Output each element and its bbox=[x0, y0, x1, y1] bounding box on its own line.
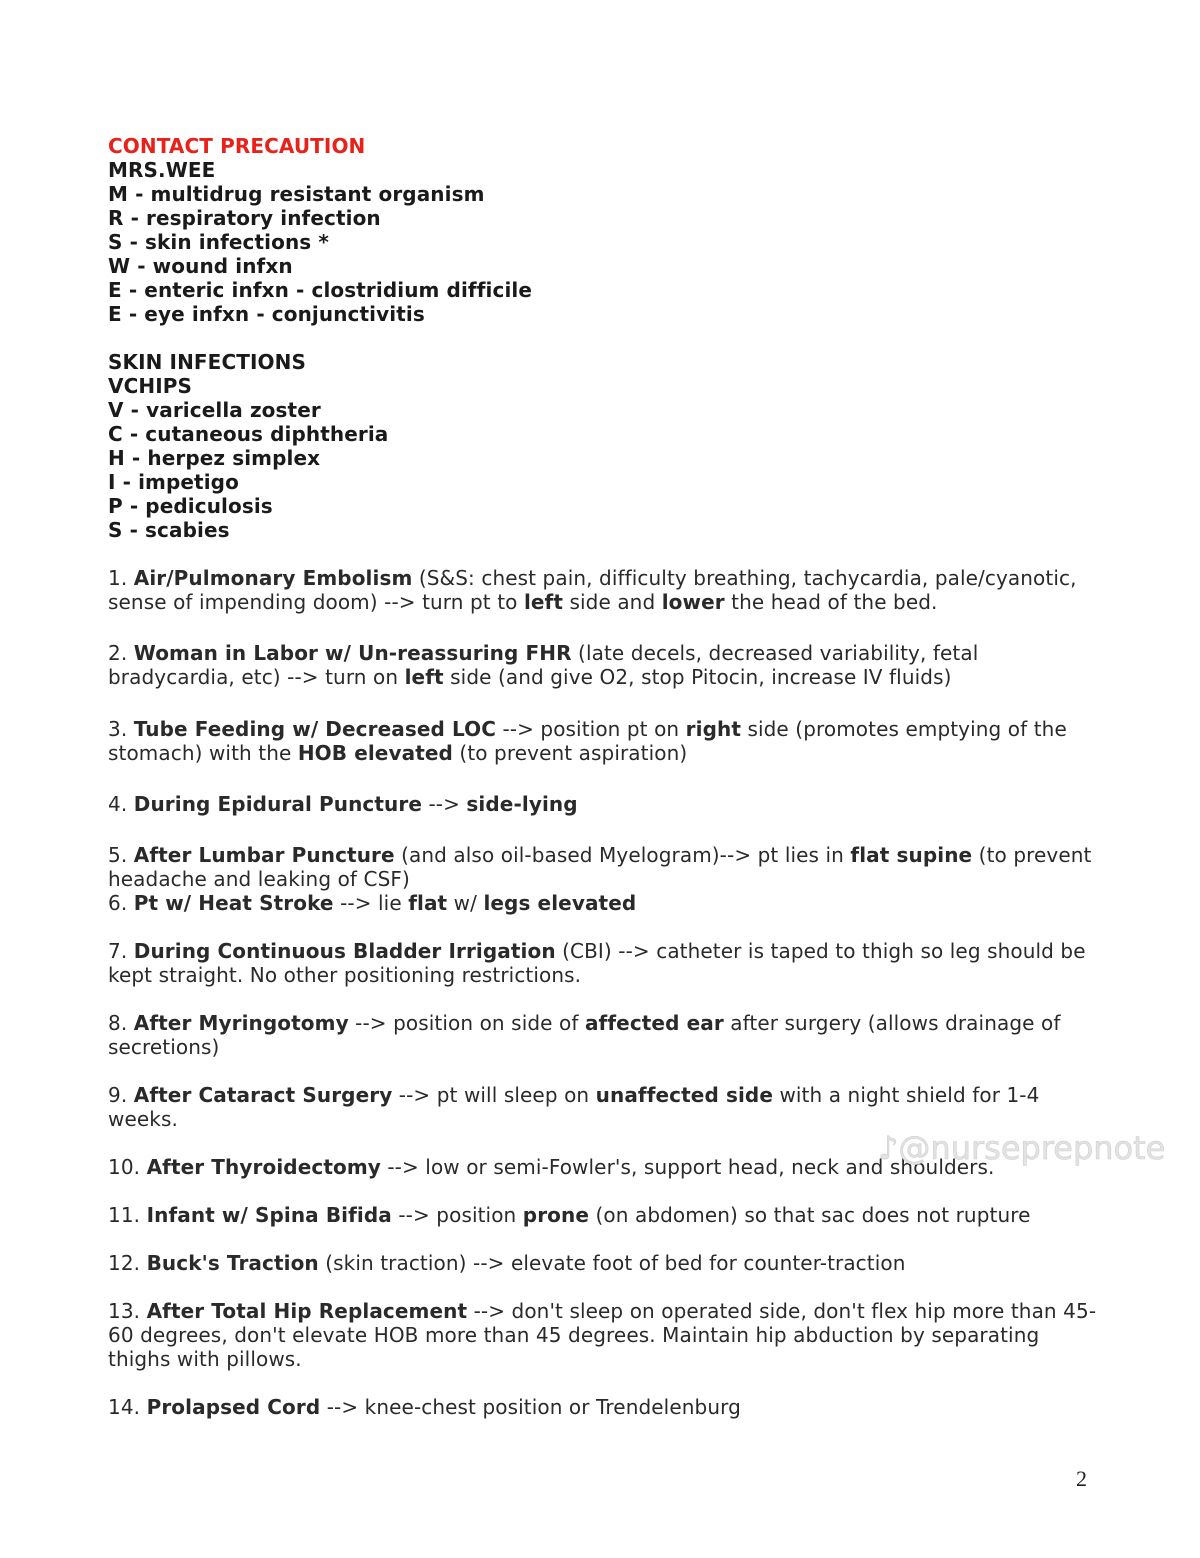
skin-infections-title: SKIN INFECTIONS bbox=[108, 350, 306, 374]
text-run: 3. bbox=[108, 717, 134, 741]
contact-precaution-title: CONTACT PRECAUTION bbox=[108, 134, 366, 158]
text-run: --> bbox=[422, 792, 467, 816]
contact-item-s: S - skin infections * bbox=[108, 230, 329, 254]
text-run: sense of impending doom) --> turn pt to bbox=[108, 590, 524, 614]
text-run: 9. bbox=[108, 1083, 134, 1107]
text-run: (S&S: chest pain, difficulty breathing, tachycardia, pale/cyanotic, bbox=[412, 566, 1077, 590]
bold-term: Woman in Labor w/ Un-reassuring FHR bbox=[133, 641, 572, 665]
bold-term: unaffected side bbox=[595, 1083, 773, 1107]
bold-term: During Epidural Puncture bbox=[133, 792, 423, 816]
skin-item-h: H - herpez simplex bbox=[108, 446, 321, 470]
text-run: 60 degrees, don't elevate HOB more than 45 degrees. Maintain hip abduction by separating bbox=[108, 1323, 1040, 1347]
position-item-9-line-1 bbox=[108, 1083, 1039, 1107]
skin-item-s: S - scabies bbox=[108, 518, 230, 542]
skin-item-p: P - pediculosis bbox=[108, 494, 273, 518]
bold-term: right bbox=[685, 717, 741, 741]
text-run: (late decels, decreased variability, fetal bbox=[571, 641, 979, 665]
skin-item-i: I - impetigo bbox=[108, 470, 239, 494]
contact-item-e2: E - eye infxn - conjunctivitis bbox=[108, 302, 425, 326]
text-run: the head of the bed. bbox=[724, 590, 938, 614]
bold-term: After Lumbar Puncture bbox=[133, 843, 395, 867]
position-item-1-line-2 bbox=[108, 590, 938, 614]
text-run: --> pt will sleep on bbox=[392, 1083, 596, 1107]
position-item-14-line-1 bbox=[108, 1395, 741, 1419]
text-run: (to prevent bbox=[972, 843, 1092, 867]
text-run: side (and give O2, stop Pitocin, increase IV fluids) bbox=[443, 665, 952, 689]
text-run: 12. bbox=[108, 1251, 147, 1275]
text-run: 5. bbox=[108, 843, 134, 867]
bold-term: After Myringotomy bbox=[133, 1011, 349, 1035]
position-item-2-line-1 bbox=[108, 641, 978, 665]
text-run: 4. bbox=[108, 792, 134, 816]
text-run: headache and leaking of CSF) bbox=[108, 867, 410, 891]
text-run: 7. bbox=[108, 939, 134, 963]
contact-item-e1: E - enteric infxn - clostridium difficile bbox=[108, 278, 533, 302]
text-run: --> lie bbox=[333, 891, 409, 915]
position-item-6-line-1 bbox=[108, 891, 636, 915]
text-run: --> position on side of bbox=[348, 1011, 585, 1035]
contact-item-r: R - respiratory infection bbox=[108, 206, 381, 230]
bold-term: Pt w/ Heat Stroke bbox=[133, 891, 334, 915]
text-run: (and also oil-based Myelogram)--> pt lies in bbox=[394, 843, 851, 867]
skin-mnemonic: VCHIPS bbox=[108, 374, 192, 398]
text-run: secretions) bbox=[108, 1035, 220, 1059]
bold-term: Prolapsed Cord bbox=[146, 1395, 321, 1419]
skin-item-c: C - cutaneous diphtheria bbox=[108, 422, 389, 446]
bold-term: left bbox=[404, 665, 444, 689]
text-run: 10. bbox=[108, 1155, 147, 1179]
position-item-10-line-1 bbox=[108, 1155, 994, 1179]
bold-term: affected ear bbox=[584, 1011, 724, 1035]
bold-term: legs elevated bbox=[483, 891, 637, 915]
bold-term: prone bbox=[522, 1203, 590, 1227]
bold-term: After Total Hip Replacement bbox=[146, 1299, 468, 1323]
contact-item-w: W - wound infxn bbox=[108, 254, 293, 278]
position-item-5-line-1 bbox=[108, 843, 1091, 867]
position-item-8-line-1 bbox=[108, 1011, 1060, 1035]
bold-term: Tube Feeding w/ Decreased LOC bbox=[133, 717, 496, 741]
text-run: (on abdomen) so that sac does not rupture bbox=[589, 1203, 1031, 1227]
position-item-1-line-1 bbox=[108, 566, 1077, 590]
position-item-13-line-2 bbox=[108, 1323, 1039, 1347]
text-run: kept straight. No other positioning restrictions. bbox=[108, 963, 582, 987]
text-run: --> don't sleep on operated side, don't flex hip more than 45- bbox=[467, 1299, 1097, 1323]
skin-item-v: V - varicella zoster bbox=[108, 398, 321, 422]
text-run: --> knee-chest position or Trendelenburg bbox=[320, 1395, 741, 1419]
text-run: (skin traction) --> elevate foot of bed for counter-traction bbox=[318, 1251, 906, 1275]
text-run: 14. bbox=[108, 1395, 147, 1419]
text-run: stomach) with the bbox=[108, 741, 298, 765]
text-run: w/ bbox=[447, 891, 484, 915]
text-run: thighs with pillows. bbox=[108, 1347, 302, 1371]
position-item-4-line-1 bbox=[108, 792, 578, 816]
position-item-7-line-2 bbox=[108, 963, 581, 987]
bold-term: left bbox=[523, 590, 564, 614]
text-run: 13. bbox=[108, 1299, 147, 1323]
bold-term: During Continuous Bladder Irrigation bbox=[133, 939, 556, 963]
position-item-5-line-2 bbox=[108, 867, 410, 891]
text-run: (CBI) --> catheter is taped to thigh so leg should be bbox=[555, 939, 1086, 963]
position-item-3-line-2 bbox=[108, 741, 687, 765]
contact-item-m: M - multidrug resistant organism bbox=[108, 182, 485, 206]
text-run: --> position pt on bbox=[496, 717, 686, 741]
bold-term: Buck's Traction bbox=[146, 1251, 319, 1275]
bold-term: After Cataract Surgery bbox=[133, 1083, 393, 1107]
bold-term: HOB elevated bbox=[297, 741, 453, 765]
bold-term: Air/Pulmonary Embolism bbox=[133, 566, 413, 590]
bold-term: Infant w/ Spina Bifida bbox=[146, 1203, 392, 1227]
watermark-text: ♪@nurseprepnote bbox=[878, 1129, 1166, 1167]
bold-term: flat bbox=[408, 891, 448, 915]
position-item-2-line-2 bbox=[108, 665, 952, 689]
text-run: with a night shield for 1-4 bbox=[772, 1083, 1040, 1107]
text-run: --> low or semi-Fowler's, support head, neck and shoulders. bbox=[380, 1155, 995, 1179]
text-run: bradycardia, etc) --> turn on bbox=[108, 665, 405, 689]
text-run: (to prevent aspiration) bbox=[452, 741, 688, 765]
position-item-12-line-1 bbox=[108, 1251, 906, 1275]
text-run: 6. bbox=[108, 891, 134, 915]
bold-term: After Thyroidectomy bbox=[146, 1155, 381, 1179]
bold-term: side-lying bbox=[466, 792, 578, 816]
position-item-9-line-2 bbox=[108, 1107, 178, 1131]
text-run: 1. bbox=[108, 566, 134, 590]
text-run: --> position bbox=[391, 1203, 523, 1227]
contact-mnemonic: MRS.WEE bbox=[108, 158, 216, 182]
page-number: 2 bbox=[1076, 1466, 1087, 1491]
position-item-11-line-1 bbox=[108, 1203, 1031, 1227]
text-run: 11. bbox=[108, 1203, 147, 1227]
position-item-13-line-1 bbox=[108, 1299, 1096, 1323]
text-run: 8. bbox=[108, 1011, 134, 1035]
position-item-7-line-1 bbox=[108, 939, 1086, 963]
text-run: side (promotes emptying of the bbox=[741, 717, 1067, 741]
text-run: side and bbox=[563, 590, 662, 614]
position-item-8-line-2 bbox=[108, 1035, 219, 1059]
position-item-3-line-1 bbox=[108, 717, 1067, 741]
text-run: 2. bbox=[108, 641, 134, 665]
bold-term: flat supine bbox=[850, 843, 973, 867]
bold-term: lower bbox=[661, 590, 725, 614]
text-run: weeks. bbox=[108, 1107, 178, 1131]
position-item-13-line-3 bbox=[108, 1347, 302, 1371]
text-run: after surgery (allows drainage of bbox=[723, 1011, 1061, 1035]
